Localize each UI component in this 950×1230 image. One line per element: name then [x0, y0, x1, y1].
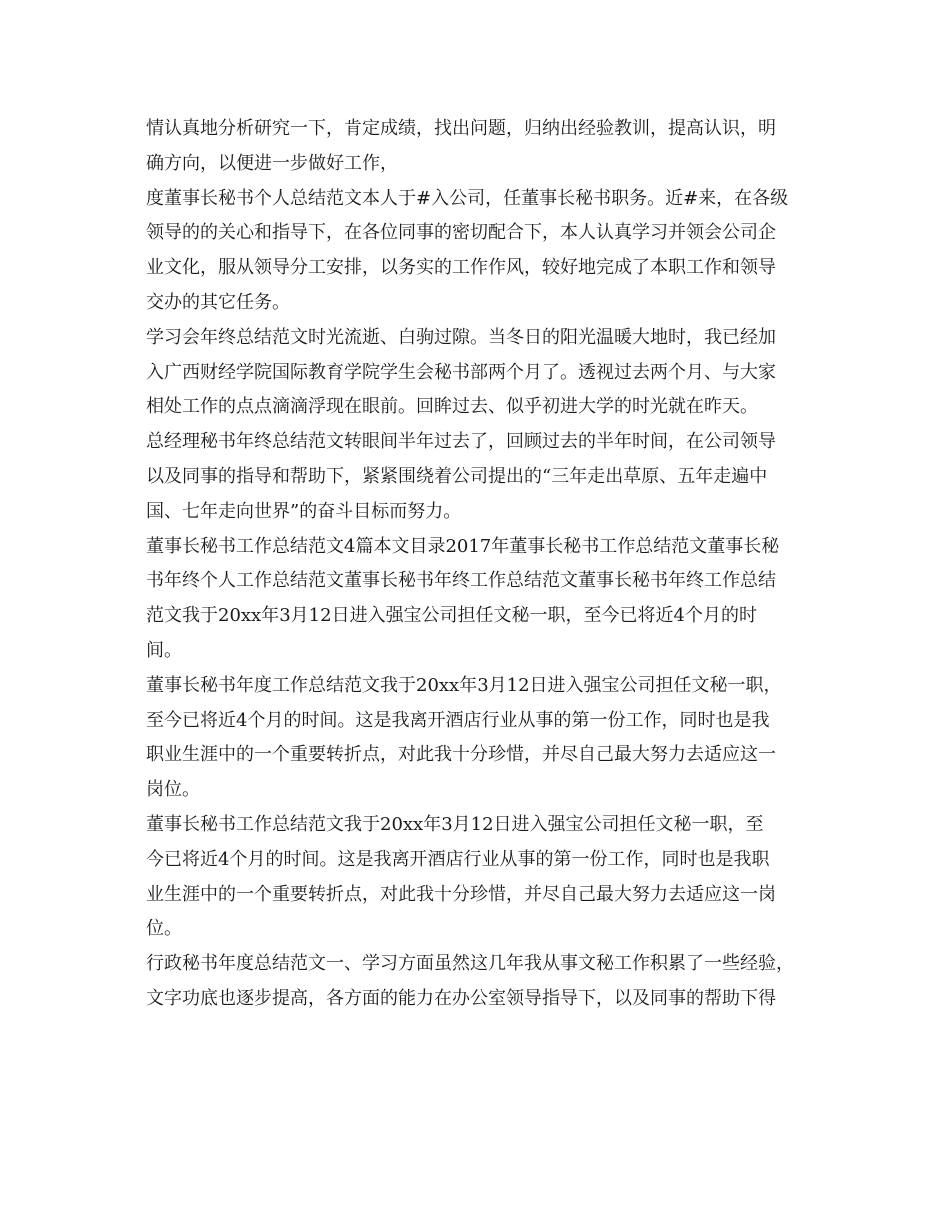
text-line: 董事长秘书年度工作总结范文我于20xx年3月12日进入强宝公司担任文秘一职， [146, 674, 782, 696]
text-line: 国、七年走向世界”的奋斗目标而努力。 [146, 500, 462, 522]
text-line: 业生涯中的一个重要转折点，对此我十分珍惜，并尽自己最大努力去适应这一岗 [146, 883, 776, 905]
text-line: 以及同事的指导和帮助下，紧紧围绕着公司提出的“三年走出草原、五年走遍中 [146, 465, 768, 487]
text-line: 书年终个人工作总结范文董事长秘书年终工作总结范文董事长秘书年终工作总结 [146, 570, 776, 592]
text-line: 董事长秘书工作总结范文4篇本文目录2017年董事长秘书工作总结范文董事长秘 [146, 535, 780, 557]
text-line: 相处工作的点点滴滴浮现在眼前。回眸过去、似乎初进大学的时光就在昨天。 [146, 396, 758, 418]
text-line: 确方向，以便进一步做好工作， [146, 152, 398, 174]
text-line: 领导的的关心和指导下，在各位同事的密切配合下，本人认真学习并领会公司企 [146, 222, 776, 244]
document-body [146, 112, 808, 1017]
text-line: 业文化，服从领导分工安排，以务实的工作作风，较好地完成了本职工作和领导 [146, 257, 776, 279]
text-line: 董事长秘书工作总结范文我于20xx年3月12日进入强宝公司担任文秘一职，至 [146, 813, 764, 835]
text-line: 至今已将近4个月的时间。这是我离开酒店行业从事的第一份工作，同时也是我 [146, 709, 770, 731]
text-line: 岗位。 [146, 779, 200, 801]
text-line: 范文我于20xx年3月12日进入强宝公司担任文秘一职，至今已将近4个月的时 [146, 605, 758, 627]
text-line: 文字功底也逐步提高，各方面的能力在办公室领导指导下，以及同事的帮助下得 [146, 987, 776, 1009]
text-line: 总经理秘书年终总结范文转眼间半年过去了，回顾过去的半年时间，在公司领导 [146, 431, 776, 453]
text-line: 入广西财经学院国际教育学院学生会秘书部两个月了。透视过去两个月、与大家 [146, 361, 776, 383]
text-line: 位。 [146, 918, 182, 940]
text-line: 情认真地分析研究一下，肯定成绩，找出问题，归纳出经验教训，提高认识，明 [146, 118, 776, 139]
text-line: 学习会年终总结范文时光流逝、白驹过隙。当冬日的阳光温暖大地时，我已经加 [146, 326, 776, 348]
text-line: 今已将近4个月的时间。这是我离开酒店行业从事的第一份工作，同时也是我职 [146, 848, 770, 870]
text-line: 间。 [146, 639, 182, 661]
text-line: 职业生涯中的一个重要转折点，对此我十分珍惜，并尽自己最大努力去适应这一 [146, 744, 776, 766]
text-line: 交办的其它任务。 [146, 291, 290, 313]
text-line: 度董事长秘书个人总结范文本人于#入公司，任董事长秘书职务。近#来，在各级 [146, 187, 789, 209]
text-line: 行政秘书年度总结范文一、学习方面虽然这几年我从事文秘工作积累了一些经验， [146, 953, 794, 975]
